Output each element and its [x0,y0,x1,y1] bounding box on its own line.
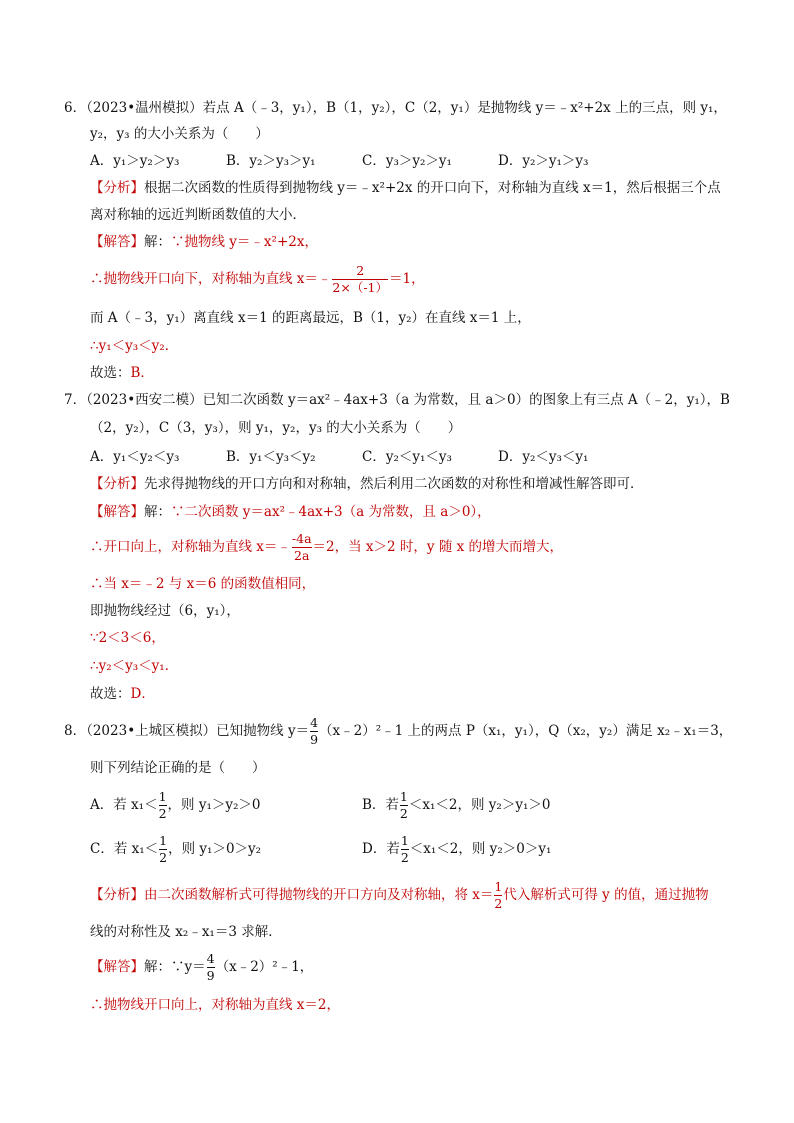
q7-conclusion [90,684,155,704]
q7-answer-line1 [90,502,491,522]
q6-answer-line3: 而 A（﹣3，y₁）离直线 x＝1 的距离最远，B（1，y₂）在直线 x＝1 上， [90,310,531,326]
q7-fraction-den: 2a [294,548,310,563]
q8-stem-fraction-den: 9 [310,732,319,747]
q6-answer-intro: 解： [144,234,171,250]
q7-answer-line3: ∴当 x＝﹣2 与 x＝6 的函数值相同， [90,576,316,592]
q7-answer-line5: ∵2＜3＜6， [90,630,165,646]
q8-option-c-post: ，则 y₁＞0＞y₂ [168,841,262,857]
q6-answer-line2 [90,264,425,295]
q6-stem-line1: 6．（2023•温州模拟）若点 A（﹣3，y₁），B（1，y₂），C（2，y₁）是抛物线 y＝﹣x²+2x 上的三点，则 y₁， [64,100,727,116]
q8-answer-intro: 解：∵y＝ [144,959,206,975]
q6-conclusion-pre: 故选： [90,365,131,381]
q8-option-d-post: ＜x₁＜2，则 y₂＞0＞y₁ [409,841,552,857]
q8-option-d-fraction [401,834,409,865]
half-num: 1 [494,879,503,894]
q7-answer-intro: 解： [144,504,171,520]
q6-analysis-text: 根据二次函数的性质得到抛物线 y＝﹣x²+2x 的开口向下，对称轴为直线 x＝1，然后根据三个点 [144,180,721,196]
q8-option-b [362,790,550,821]
q8-answer-line2: ∴抛物线开口向上，对称轴为直线 x＝2， [90,997,340,1013]
q8-answer-line1 [90,952,313,983]
q7-stem-line2: （2，y₂），C（3，y₃），则 y₁，y₂，y₃ 的大小关系为（ ） [90,420,462,436]
q8-option-b-fraction [400,790,408,821]
q7-option-a: A．y₁＜y₂＜y₃ [90,449,180,465]
q8-option-a-post: ，则 y₁＞y₂＞0 [167,797,261,813]
q6-fraction [332,264,388,295]
q6-conclusion [90,363,154,383]
half-den: 2 [158,806,167,821]
q6-analysis-line1 [90,178,721,198]
q8-stem-line2: 则下列结论正确的是（ ） [90,760,266,776]
q8-option-a-pre: A．若 x₁＜ [90,797,158,813]
q6-option-d: D．y₂＞y₁＞y₃ [498,153,589,169]
q8-answer-fraction [207,952,215,983]
q7-answer-line2-post: ＝2，当 x＞2 时，y 随 x 的增大而增大， [312,539,564,555]
q8-option-b-post: ＜x₁＜2，则 y₂＞y₁＞0 [408,797,551,813]
q8-analysis-line2: 线的对称性及 x₂﹣x₁＝3 求解． [90,924,282,940]
q7-option-d: D．y₂＜y₃＜y₁ [498,449,589,465]
q7-answer-line2 [90,532,563,563]
q7-option-b: B．y₁＜y₃＜y₂ [226,449,316,465]
q7-fraction-num: -4a [291,531,312,546]
q7-analysis-text: 先求得抛物线的开口方向和对称轴，然后利用二次函数的对称性和增减性解答即可． [144,476,644,492]
q8-option-a-fraction [159,790,167,821]
q7-analysis-tag: 【分析】 [90,476,144,492]
half-num: 1 [399,789,408,804]
half-num: 1 [159,833,168,848]
q6-answer-line2-pre: ∴抛物线开口向下，对称轴为直线 x＝﹣ [90,271,332,287]
q6-fraction-den: 2×（-1） [332,280,389,295]
q6-answer-line1 [90,232,318,252]
q7-answer-tag: 【解答】 [90,504,144,520]
q8-analysis-post: 代入解析式可得 y 的值，通过抛物 [503,887,709,903]
q6-fraction-num: 2 [356,263,365,278]
q6-answer-line2-post: ＝1， [389,271,425,287]
q8-option-b-pre: B．若 [362,797,399,813]
q8-option-c-pre: C．若 x₁＜ [90,841,159,857]
q7-fraction [292,532,312,563]
q8-answer-tag: 【解答】 [90,959,144,975]
q7-answer-line6: ∴y₂＜y₃＜y₁． [90,658,179,674]
q8-analysis-pre: 由二次函数解析式可得抛物线的开口方向及对称轴，将 x＝ [144,887,494,903]
q8-answer-line1-post: （x﹣2）²﹣1， [215,959,314,975]
q8-stem-post: （x﹣2）²﹣1 上的两点 P（x₁，y₁），Q（x₂，y₂）满足 x₂﹣x₁＝3， [319,723,733,739]
half-den: 2 [494,896,503,911]
four-num: 4 [206,951,215,966]
q7-option-c: C．y₂＜y₁＜y₃ [362,449,452,465]
half-num: 1 [158,789,167,804]
half-den: 2 [399,806,408,821]
half-den: 2 [159,850,168,865]
q8-stem-fraction-num: 4 [310,715,319,730]
q8-analysis-fraction [494,880,502,911]
q7-answer-line2-pre: ∴开口向上，对称轴为直线 x＝﹣ [90,539,291,555]
q7-analysis-line1 [90,474,644,494]
q7-stem-line1: 7．（2023•西安二模）已知二次函数 y＝ax²﹣4ax+3（a 为常数，且 a＞0）的图象上有三点 A（﹣2，y₁），B [64,392,730,408]
q8-stem-line1 [64,716,732,747]
q8-option-d-pre: D．若 [362,841,400,857]
q8-option-c [90,834,261,865]
q7-answer-text: ∵二次函数 y＝ax²﹣4ax+3（a 为常数，且 a＞0）， [171,504,491,520]
q8-option-d [362,834,551,865]
q8-option-a [90,790,261,821]
q8-stem-fraction [310,716,318,747]
q6-stem-line2: y₂，y₃ 的大小关系为（ ） [90,126,269,142]
q6-analysis-line2: 离对称轴的远近判断函数值的大小． [90,207,306,223]
q6-option-b: B．y₂＞y₃＞y₁ [226,153,316,169]
nine-den: 9 [206,968,215,983]
q8-option-c-fraction [159,834,167,865]
q8-analysis-line1 [90,880,709,911]
q7-conclusion-pre: 故选： [90,686,131,702]
q6-answer-line4: ∴y₁＜y₃＜y₂． [90,338,179,354]
q6-answer-tag: 【解答】 [90,234,144,250]
q6-analysis-tag: 【分析】 [90,180,144,196]
q7-conclusion-answer: D． [130,686,155,702]
q7-answer-line4: 即抛物线经过（6，y₁）， [90,603,240,619]
q6-option-a: A．y₁＞y₂＞y₃ [90,153,180,169]
q8-stem-pre: 8．（2023•上城区模拟）已知抛物线 y＝ [64,723,310,739]
half-num: 1 [400,833,409,848]
q6-option-c: C．y₃＞y₂＞y₁ [362,153,452,169]
q8-analysis-tag: 【分析】 [90,887,144,903]
q6-answer-text: ∵抛物线 y＝﹣x²+2x， [171,234,318,250]
half-den: 2 [400,850,409,865]
q6-conclusion-answer: B． [130,365,154,381]
